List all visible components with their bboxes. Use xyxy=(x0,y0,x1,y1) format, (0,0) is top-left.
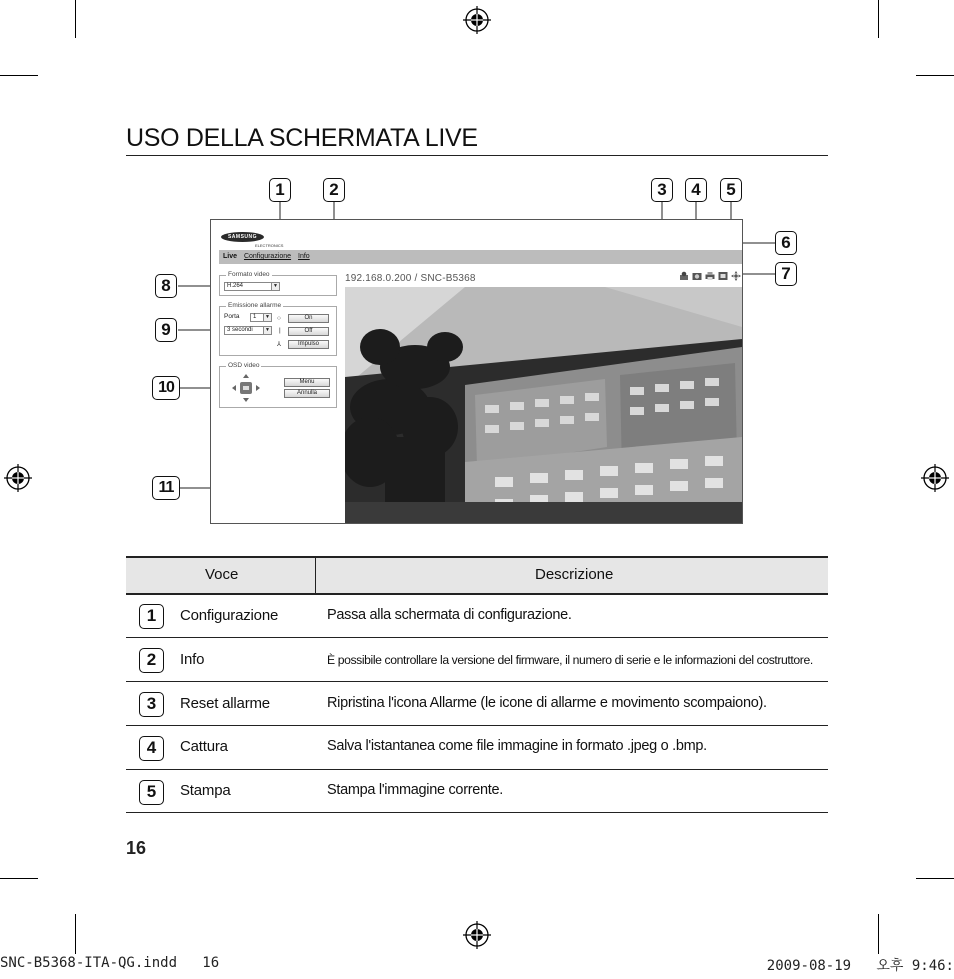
table-row-rule xyxy=(126,681,828,682)
table-header-rule xyxy=(126,593,828,595)
osd-video-legend: OSD video xyxy=(228,362,260,369)
row-number-badge: 4 xyxy=(139,736,164,761)
crop-mark xyxy=(0,878,38,879)
capture-icon[interactable] xyxy=(692,271,702,281)
port-label: Porta xyxy=(224,313,240,320)
table-top-rule xyxy=(126,556,828,558)
row-description: Ripristina l'icona Allarme (le icone di allarme e movimento scompaiono). xyxy=(327,695,767,711)
row-number-badge: 1 xyxy=(139,604,164,629)
duration-value: 3 secondi xyxy=(227,327,253,333)
table-header-item: Voce xyxy=(205,566,239,583)
osd-menu-button[interactable]: Menu xyxy=(284,378,330,387)
callout-9: 9 xyxy=(155,318,177,342)
chevron-down-icon: ▼ xyxy=(271,283,279,290)
table-row-rule xyxy=(126,769,828,770)
samsung-logo: SAMSUNG xyxy=(221,232,264,242)
callout-8: 8 xyxy=(155,274,177,298)
row-item: Info xyxy=(180,651,205,668)
table-header-description: Descrizione xyxy=(535,566,614,583)
viewer-nav-bar xyxy=(219,250,742,264)
callout-10: 10 xyxy=(152,376,180,400)
alarm-output-legend: Emissione allarme xyxy=(228,302,282,309)
live-video-image xyxy=(345,287,742,523)
table-row-rule xyxy=(126,725,828,726)
table-header-divider xyxy=(315,558,316,593)
nav-live[interactable]: Live xyxy=(223,253,238,260)
ptz-icon[interactable] xyxy=(731,271,741,281)
video-format-value: H.264 xyxy=(227,283,244,289)
duration-select[interactable] xyxy=(224,326,272,335)
live-screen-screenshot xyxy=(210,219,743,524)
callout-5: 5 xyxy=(720,178,742,202)
table-bottom-rule xyxy=(126,812,828,813)
camera-address: 192.168.0.200 / SNC-B5368 xyxy=(345,273,476,284)
row-description: Stampa l'immagine corrente. xyxy=(327,782,503,798)
page-number: 16 xyxy=(126,838,147,858)
row-number-badge: 2 xyxy=(139,648,164,673)
callout-3: 3 xyxy=(651,178,673,202)
relay-on-icon: ○ xyxy=(277,315,281,322)
page-title: USO DELLA SCHERMATA LIVE xyxy=(126,124,478,152)
row-item: Configurazione xyxy=(180,607,279,624)
row-item: Stampa xyxy=(180,782,231,799)
callout-6: 6 xyxy=(775,231,797,255)
chevron-down-icon: ▼ xyxy=(263,314,271,321)
alarm-off-button[interactable]: Off xyxy=(288,327,329,336)
alarm-output-panel xyxy=(219,302,337,356)
crop-mark xyxy=(75,914,76,954)
row-description: Passa alla schermata di configurazione. xyxy=(327,607,572,623)
row-number-badge: 3 xyxy=(139,692,164,717)
port-value: 1 xyxy=(253,314,257,320)
footer-filename: SNC-B5368-ITA-QG.indd 16 xyxy=(0,955,220,971)
samsung-logo-sub: ELECTRONICS xyxy=(255,243,284,248)
video-format-panel xyxy=(219,271,337,296)
relay-pulse-icon: ⅄ xyxy=(277,341,281,348)
row-description: Salva l'istantanea come file immagine in formato .jpeg o .bmp. xyxy=(327,738,707,754)
nav-info[interactable]: Info xyxy=(298,253,310,260)
callout-2: 2 xyxy=(323,178,345,202)
callout-7: 7 xyxy=(775,262,797,286)
callout-4: 4 xyxy=(685,178,707,202)
port-select[interactable] xyxy=(250,313,272,322)
osd-direction-pad[interactable] xyxy=(230,373,262,403)
crop-mark xyxy=(916,878,954,879)
footer-timestamp: 2009-08-19 오후 9:46: xyxy=(766,958,954,974)
row-description: È possibile controllare la versione del firmware, il numero di serie e le informazioni del costruttore. xyxy=(327,653,813,667)
row-item: Cattura xyxy=(180,738,228,755)
alarm-on-button[interactable]: On xyxy=(288,314,329,323)
row-number-badge: 5 xyxy=(139,780,164,805)
fullscreen-icon[interactable] xyxy=(718,271,728,281)
relay-off-icon: | xyxy=(279,327,281,334)
chevron-down-icon: ▼ xyxy=(263,327,271,334)
callout-11: 11 xyxy=(152,476,180,500)
video-format-select[interactable] xyxy=(224,282,280,291)
reset-alarm-icon[interactable] xyxy=(679,271,689,281)
print-icon[interactable] xyxy=(705,271,715,281)
table-row-rule xyxy=(126,637,828,638)
registration-mark-icon xyxy=(463,921,491,949)
osd-video-panel xyxy=(219,362,337,408)
crop-mark xyxy=(878,914,879,954)
callout-1: 1 xyxy=(269,178,291,202)
osd-cancel-button[interactable]: Annulla xyxy=(284,389,330,398)
video-format-legend: Formato video xyxy=(228,271,270,278)
alarm-pulse-button[interactable]: Impulso xyxy=(288,340,329,349)
nav-configurazione[interactable]: Configurazione xyxy=(243,253,292,260)
row-item: Reset allarme xyxy=(180,695,270,712)
